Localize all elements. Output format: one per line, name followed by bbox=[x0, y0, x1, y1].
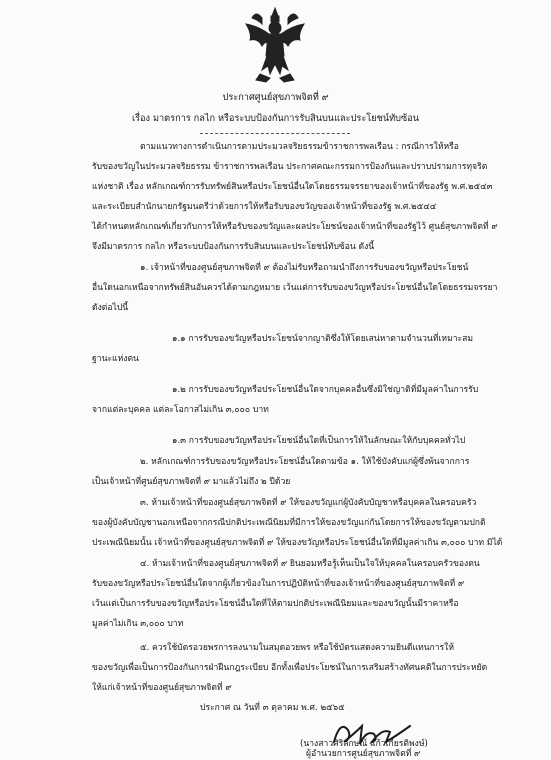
body-line: รับของขวัญหรือประโยชน์อื่นใดจากผู้เกี่ยวข้องในการปฏิบัติหน้าที่ของเจ้าหน้าที่ของศูนย์สุขภาพจิตที่ ๙ bbox=[92, 579, 465, 589]
announcement-subject: เรื่อง มาตรการ กลไก หรือระบบป้องกันการรับสินบนและประโยชน์ทับซ้อน bbox=[131, 113, 420, 124]
body-line: ๑.๑ การรับของขวัญหรือประโยชน์จากญาติซึ่งให้โดยเสน่หาตามจำนวนที่เหมาะสม bbox=[172, 334, 474, 344]
signer-title: ผู้อำนวยการศูนย์สุขภาพจิตที่ ๙ bbox=[306, 749, 421, 759]
body-line: ตามแนวทางการดำเนินการตามประมวลจริยธรรมข้าราชการพลเรือน : กรณีการให้หรือ bbox=[140, 142, 459, 152]
body-line: ๑.๓ การรับของขวัญหรือประโยชน์อื่นใดที่เป็นการให้ในลักษณะให้กับบุคคลทั่วไป bbox=[172, 436, 466, 446]
body-line: ให้แก่เจ้าหน้าที่ของศูนย์สุขภาพจิตที่ ๙ bbox=[92, 683, 232, 693]
body-line: แห่งชาติ เรื่อง หลักเกณฑ์การรับทรัพย์สินหรือประโยชน์อื่นใดโดยธรรมจรรยาของเจ้าหน้าที่ของรัฐ พ.ศ.๒๕๔๓ bbox=[92, 182, 493, 192]
body-line: ๑.๒ การรับของขวัญหรือประโยชน์อื่นใดจากบุคคลอื่นซึ่งมิใช่ญาติที่มีมูลค่าในการรับ bbox=[172, 385, 479, 395]
body-line: อื่นใดนอกเหนือจากทรัพย์สินอันควรได้ตามกฎหมาย เว้นแต่การรับของขวัญหรือประโยชน์อื่นใดโดยธรรมจรรยา bbox=[92, 283, 498, 293]
body-line: ๔. ห้ามเจ้าหน้าที่ของศูนย์สุขภาพจิตที่ ๙ ยินยอมหรือรู้เห็นเป็นใจให้บุคคลในครอบครัวของตน bbox=[140, 559, 480, 569]
body-line: เว้นแต่เป็นการรับของขวัญหรือประโยชน์อื่นใดที่ให้ตามปกติประเพณีนิยมและของขวัญนั้นมีราคาหรือ bbox=[92, 599, 459, 609]
body-line: ของผู้บังคับบัญชานอกเหนือจากกรณีปกติประเพณีนิยมที่มีการให้ของขวัญแก่กันโดยการให้ของขวัญตามปกติ bbox=[92, 518, 486, 528]
body-line: เป็นเจ้าหน้าที่ศูนย์สุขภาพจิตที่ ๙ มาแล้วไม่ถึง ๒ ปีด้วย bbox=[92, 477, 291, 487]
body-line: ฐานะแห่งตน bbox=[92, 354, 139, 364]
body-line: จึงมีมาตรการ กลไก หรือระบบป้องกันการรับสินบนและประโยชน์ทับซ้อน ดังนี้ bbox=[92, 242, 375, 252]
garuda-emblem-icon bbox=[240, 4, 310, 84]
announcement-date: ประกาศ ณ วันที่ ๓ ตุลาคม พ.ศ. ๒๕๖๕ bbox=[200, 703, 345, 713]
announcement-title: ประกาศศูนย์สุขภาพจิตที่ ๙ bbox=[222, 92, 329, 103]
body-line: ๕. ควรใช้บัตรอวยพรการลงนามในสมุดอวยพร หรือใช้บัตรแสดงความยินดีแทนการให้ bbox=[140, 643, 455, 653]
body-line: และระเบียบสำนักนายกรัฐมนตรีว่าด้วยการให้หรือรับของขวัญของเจ้าหน้าที่ของรัฐ พ.ศ.๒๕๔๔ bbox=[92, 202, 437, 212]
body-line: จากแต่ละบุคคล แต่ละโอกาสไม่เกิน ๓,๐๐๐ บาท bbox=[92, 405, 269, 415]
body-line: ๑. เจ้าหน้าที่ของศูนย์สุขภาพจิตที่ ๙ ต้องไม่รับหรือถามนำถึงการรับของขวัญหรือประโยชน์ bbox=[140, 263, 469, 273]
body-line: ดังต่อไปนี้ bbox=[92, 303, 129, 313]
body-line: ของขวัญเพื่อเป็นการป้องกันการฝ่าฝืนกฎระเบียบ อีกทั้งเพื่อประโยชน์ในการเสริมสร้างทัศนคติในการประหยัด bbox=[92, 663, 488, 673]
divider-line bbox=[200, 133, 350, 134]
body-line: มูลค่าไม่เกิน ๓,๐๐๐ บาท bbox=[92, 619, 184, 629]
body-line: รับของขวัญในประมวลจริยธรรม ข้าราชการพลเรือน ประกาศคณะกรรมการป้องกันและปราบปรามการทุจริต bbox=[92, 162, 488, 172]
body-line: ๒. หลักเกณฑ์การรับของขวัญหรือประโยชน์อื่นใดตามข้อ ๑. ให้ใช้บังคับแก่ผู้ซึ่งพ้นจากการ bbox=[140, 457, 470, 467]
signer-name: (นางสาวศิริลักษณ์ แก้วเกียรติพงษ์) bbox=[300, 739, 428, 749]
body-line: ประเพณีนิยมนั้น เจ้าหน้าที่ของศูนย์สุขภาพจิตที่ ๙ ให้ของขวัญหรือประโยชน์อื่นใดที่มีมูลค่าเกิน ๓,๐๐๐ บาท มิได้ bbox=[92, 538, 503, 548]
body-line: ๓. ห้ามเจ้าหน้าที่ของศูนย์สุขภาพจิตที่ ๙ ให้ของขวัญแก่ผู้บังคับบัญชาหรือบุคคลในครอบครัว bbox=[140, 498, 477, 508]
body-line: ได้กำหนดหลักเกณฑ์เกี่ยวกับการให้หรือรับของขวัญและผลประโยชน์ของเจ้าหน้าที่ของรัฐไว้ ศูนย์สุขภาพจิตที่ ๙ bbox=[92, 222, 498, 232]
